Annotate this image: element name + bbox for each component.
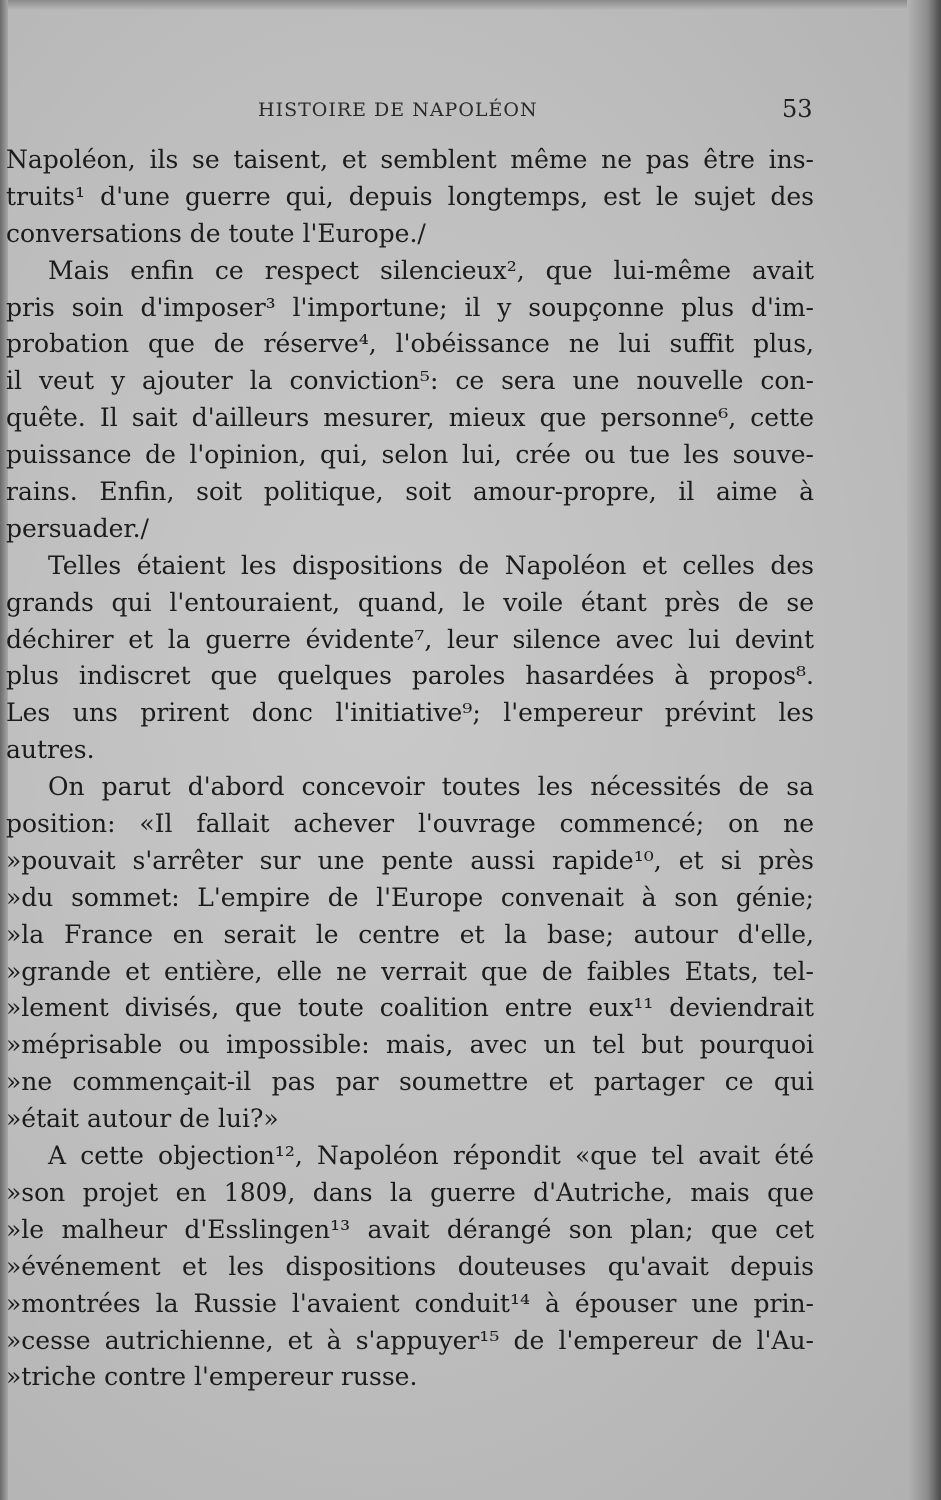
text-line: Telles étaient les dispositions de Napoléon et celles des: [48, 550, 814, 580]
running-title: HISTOIRE DE NAPOLÉON: [258, 99, 538, 121]
text-line: »son projet en 1809, dans la guerre d'Autriche, mais que: [6, 1177, 814, 1207]
text-line: grands qui l'entouraient, quand, le voile étant près de se: [6, 587, 814, 617]
text-line: »montrées la Russie l'avaient conduit¹⁴ à épouser une prin-: [6, 1288, 814, 1318]
text-line: pris soin d'imposer³ l'importune; il y soupçonne plus d'im-: [6, 292, 814, 322]
text-line: Les uns prirent donc l'initiative⁹; l'empereur prévint les: [6, 698, 814, 728]
text-line: »événement et les dispositions douteuses qu'avait depuis: [6, 1251, 814, 1281]
text-line: plus indiscret que quelques paroles hasardées à propos⁸.: [6, 661, 814, 691]
text-line: »ne commençait-il pas par soumettre et partager ce qui: [6, 1067, 814, 1097]
text-line: truits¹ d'une guerre qui, depuis longtemps, est le sujet des: [6, 181, 814, 211]
text-line: déchirer et la guerre évidente⁷, leur silence avec lui devint: [6, 624, 814, 654]
text-line: On parut d'abord concevoir toutes les nécessités de sa: [48, 772, 814, 802]
text-line: puissance de l'opinion, qui, selon lui, crée ou tue les souve-: [6, 440, 814, 470]
text-line: rains. Enfin, soit politique, soit amour-propre, il aime à: [6, 477, 814, 507]
text-line: »du sommet: L'empire de l'Europe convenait à son génie;: [6, 882, 814, 912]
body-text: [6, 142, 814, 1396]
text-line: position: «Il fallait achever l'ouvrage commencé; on ne: [6, 809, 814, 839]
text-line: Napoléon, ils se taisent, et semblent même ne pas être ins-: [6, 145, 814, 174]
text-line: Mais enfin ce respect silencieux², que lui-même avait: [48, 255, 814, 285]
text-line: probation que de réserve⁴, l'obéissance ne lui suffit plus,: [6, 329, 814, 359]
text-line: »pouvait s'arrêter sur une pente aussi rapide¹⁰, et si près: [6, 845, 814, 875]
text-line: »lement divisés, que toute coalition entre eux¹¹ deviendrait: [6, 993, 814, 1023]
text-line: autres.: [6, 735, 95, 765]
text-line: il veut y ajouter la conviction⁵: ce sera une nouvelle con-: [6, 366, 814, 396]
text-line: »méprisable ou impossible: mais, avec un tel but pourquoi: [6, 1030, 814, 1060]
text-line: »le malheur d'Esslingen¹³ avait dérangé son plan; que cet: [6, 1214, 814, 1244]
text-line: »grande et entière, elle ne verrait que de faibles Etats, tel-: [6, 956, 814, 986]
page-number: 53: [782, 95, 813, 123]
text-line: »triche contre l'empereur russe.: [6, 1362, 418, 1392]
text-line: »cesse autrichienne, et à s'appuyer¹⁵ de l'empereur de l'Au-: [6, 1325, 814, 1355]
text-line: »la France en serait le centre et la base; autour d'elle,: [6, 919, 814, 949]
text-line: persuader./: [6, 513, 149, 543]
text-line: conversations de toute l'Europe./: [6, 218, 426, 248]
page-top-shadow: [0, 0, 941, 10]
text-line: quête. Il sait d'ailleurs mesurer, mieux que personne⁶, cette: [6, 403, 814, 433]
page-edge-shadow: [907, 0, 941, 1500]
running-head: [0, 95, 860, 125]
text-line: »était autour de lui?»: [6, 1104, 279, 1134]
text-line: A cette objection¹², Napoléon répondit «que tel avait été: [48, 1141, 814, 1171]
